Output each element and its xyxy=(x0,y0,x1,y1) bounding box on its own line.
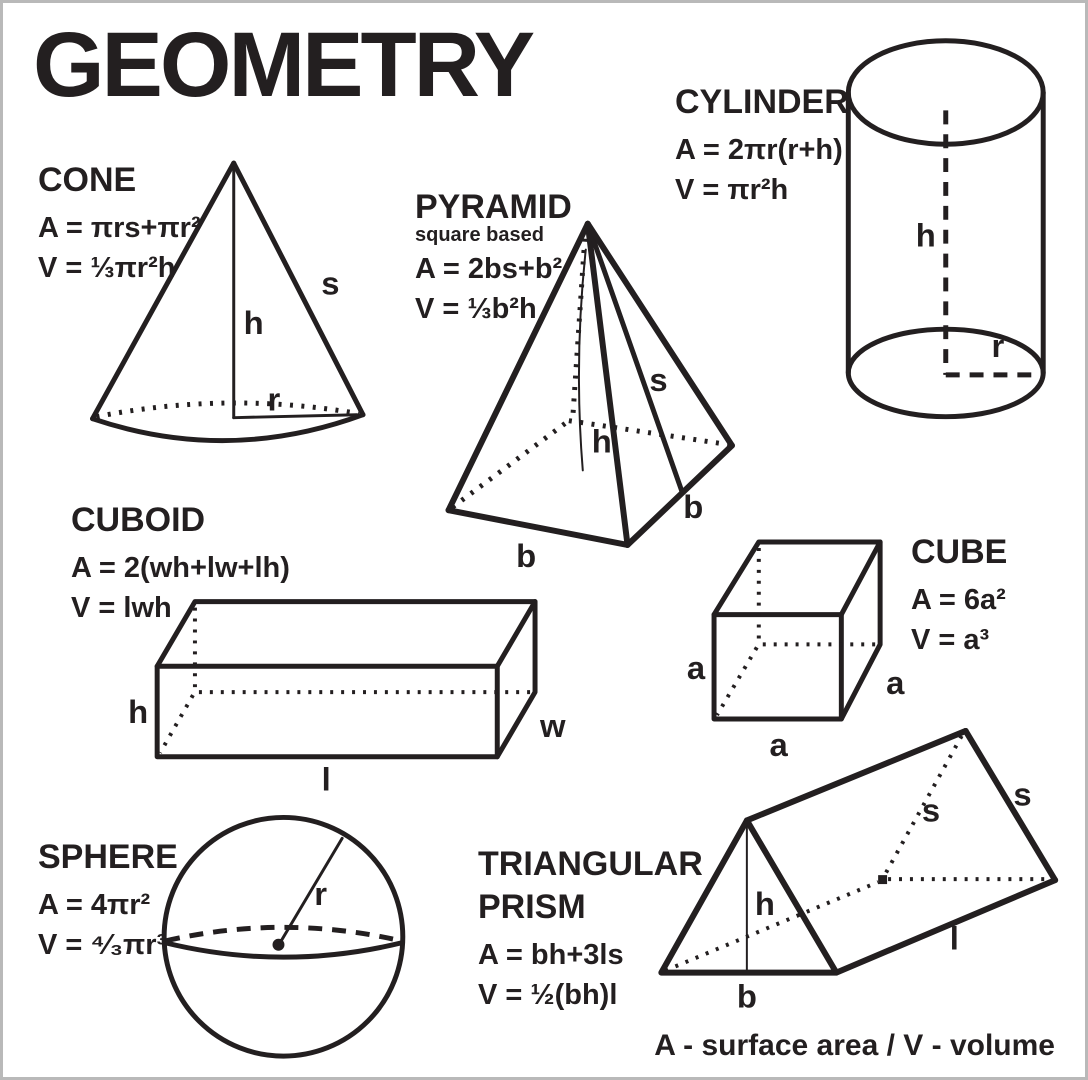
cuboid-width-label: w xyxy=(540,706,566,744)
prism-heading-line2: PRISM xyxy=(478,887,586,926)
pyramid-slant-label: s xyxy=(649,360,668,398)
cube-edge-left-label: a xyxy=(686,649,706,687)
cone-heading: CONE xyxy=(38,161,137,199)
prism-slant-back-label: s xyxy=(921,791,941,829)
cuboid-height-label: h xyxy=(128,692,149,730)
cuboid-area-formula: A = 2(wh+lw+lh) xyxy=(71,551,290,584)
prism-base-label: b xyxy=(736,977,757,1015)
cuboid-length-label: l xyxy=(321,760,331,798)
cylinder-drawing xyxy=(848,41,1043,417)
sphere-section xyxy=(38,836,178,965)
pyramid-subtitle: square based xyxy=(415,223,544,246)
pyramid-section xyxy=(415,186,572,329)
cube-volume-formula: V = a³ xyxy=(911,623,990,656)
cube-edge-right-label: a xyxy=(886,664,905,702)
prism-drawing xyxy=(661,731,1055,1014)
pyramid-height-label: h xyxy=(591,422,612,460)
prism-heading xyxy=(478,843,703,929)
cube-area-formula: A = 6a² xyxy=(911,583,1006,616)
cube-hidden-diagonal xyxy=(717,647,757,715)
pyramid-base-side-label: b xyxy=(683,488,704,526)
prism-section xyxy=(478,843,703,1015)
prism-heading-line1: TRIANGULAR xyxy=(478,845,703,883)
cone-base-front-arc xyxy=(93,415,363,441)
cone-volume-formula: V = ⅓πr²h xyxy=(38,251,176,284)
prism-height-label: h xyxy=(754,884,775,922)
cuboid-front-face xyxy=(157,666,497,756)
cuboid-drawing xyxy=(128,602,566,798)
cylinder-area-formula: A = 2πr(r+h) xyxy=(675,133,843,166)
sphere-volume-formula: V = ⁴⁄₃πr³ xyxy=(38,928,167,961)
cylinder-radius-label: r xyxy=(991,327,1005,365)
cylinder-section xyxy=(675,81,849,210)
prism-volume-formula: V = ½(bh)l xyxy=(478,978,618,1011)
sphere-heading: SPHERE xyxy=(38,838,178,876)
prism-length-label: l xyxy=(949,919,959,957)
prism-bottom-right-edge xyxy=(836,880,1055,972)
pyramid-base-front-label: b xyxy=(516,536,537,574)
cube-front-face xyxy=(714,615,841,719)
cylinder-heading: CYLINDER xyxy=(675,83,849,121)
pyramid-heading: PYRAMID xyxy=(415,188,572,226)
cone-radius-label: r xyxy=(267,380,281,418)
cuboid-volume-formula: V = lwh xyxy=(71,591,172,624)
cone-right-edge xyxy=(234,163,363,415)
pyramid-height-brace xyxy=(579,250,586,471)
prism-slant-edge-label: s xyxy=(1013,775,1032,813)
cuboid-section xyxy=(71,499,290,628)
cuboid-heading: CUBOID xyxy=(71,501,206,539)
sphere-center-dot xyxy=(273,939,285,951)
pyramid-area-formula: A = 2bs+b² xyxy=(415,252,563,285)
cone-radius-line xyxy=(234,415,357,418)
cube-drawing xyxy=(687,542,905,763)
cylinder-top-ellipse xyxy=(848,41,1043,144)
sphere-radius-label: r xyxy=(314,874,328,912)
sphere-drawing xyxy=(164,817,403,1056)
prism-hidden-corner-dot xyxy=(878,875,887,884)
cylinder-height-label: h xyxy=(915,216,936,254)
legend: A - surface area / V - volume xyxy=(654,1029,1055,1062)
prism-area-formula: A = bh+3ls xyxy=(478,938,624,971)
sphere-area-formula: A = 4πr² xyxy=(38,888,151,921)
cube-heading: CUBE xyxy=(911,533,1008,571)
page-title: GEOMETRY xyxy=(33,14,533,116)
cone-slant-label: s xyxy=(321,264,340,302)
cube-right-face xyxy=(841,542,880,719)
pyramid-volume-formula: V = ⅓b²h xyxy=(415,292,537,325)
prism-back-right-edge xyxy=(966,731,1055,880)
cylinder-volume-formula: V = πr²h xyxy=(675,173,789,206)
cube-top-face xyxy=(714,542,880,615)
cone-height-label: h xyxy=(243,304,264,342)
cube-edge-bottom-label: a xyxy=(769,725,788,763)
cone-area-formula: A = πrs+πr² xyxy=(38,211,201,244)
cone-section xyxy=(38,159,201,288)
cuboid-hidden-diagonal xyxy=(160,695,193,753)
cube-section xyxy=(911,531,1007,660)
cuboid-right-face xyxy=(497,602,535,757)
